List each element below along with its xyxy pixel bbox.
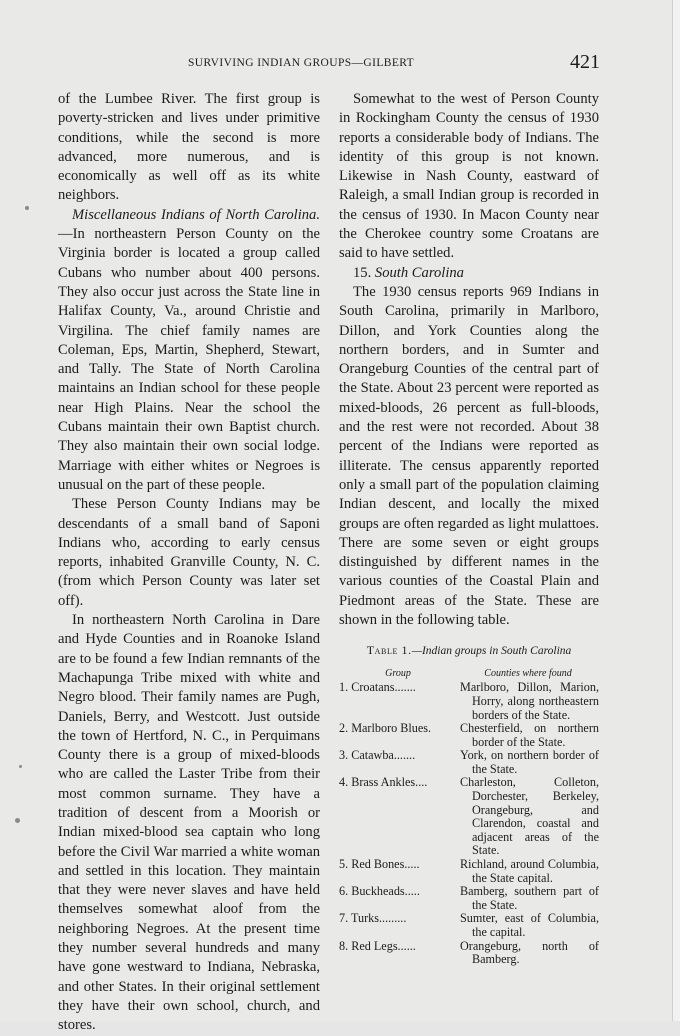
table-title: —Indian groups in South Carolina: [411, 645, 572, 658]
page-edge: [673, 0, 680, 1021]
table-row: [339, 722, 599, 749]
section-number: 15.: [353, 264, 372, 281]
margin-mark: [15, 818, 20, 823]
paragraph: The 1930 census reports 969 Indians in South Carolina, primarily in Marlboro, Dillon, and York Counties along the northern borders, and in Sumter and Orangeburg Counties of the central part of the State. About 23 percent were reported as mixed-bloods, 26 percent as full-bloods, and the rest were not recorded. About 38 percent of the Indians were reported as illiterate. The census apparently reported only a small part of the population claiming Indian descent, and locally the mixed groups are often regarded as light mulattoes. There are some seven or eight groups distinguished by different names in the various counties of the Coastal Plain and Piedmont areas of the State. These are shown in the following table.: [339, 283, 599, 629]
section-heading: [339, 264, 599, 283]
misc-paragraph: [58, 206, 320, 495]
group-cell: 2. Marlboro Blues.: [339, 722, 432, 736]
table-row: [339, 776, 599, 858]
table-row: [339, 858, 599, 885]
margin-mark: [25, 206, 29, 210]
counties-cell: Chesterfield, on northern border of the State.: [460, 721, 599, 749]
counties-cell: Charleston, Colleton, Dorchester, Berkeley, Orangeburg, and Clarendon, coastal and adjacent areas of the State.: [460, 775, 599, 858]
running-head: [60, 51, 600, 77]
table-row: [339, 885, 599, 912]
misc-heading: Miscellaneous Indians of North Carolina.: [72, 206, 320, 223]
group-cell: 7. Turks.........: [339, 912, 407, 926]
paragraph: of the Lumbee River. The first group is poverty-stricken and lives under primitive conditions, while the second is more advanced, more numerous, and is economically as well off as its white neighbors.: [58, 91, 320, 204]
group-cell: 6. Buckheads.....: [339, 885, 420, 899]
section-title: South Carolina: [374, 264, 464, 281]
table-header: [339, 667, 599, 680]
left-column: [58, 90, 320, 1036]
column-header-counties: Counties where found: [484, 668, 572, 680]
page-number: 421: [570, 51, 600, 73]
paragraph: These Person County Indians may be descendants of a small band of Saponi Indians who, according to early census reports, inhabited Granville County, N. C. (from which Person County was later set off).: [58, 496, 320, 609]
group-cell: 8. Red Legs......: [339, 939, 416, 953]
group-cell: 3. Catawba.......: [339, 749, 416, 763]
table-row: [339, 912, 599, 939]
counties-cell: Sumter, east of Columbia, the capital.: [460, 911, 599, 939]
column-header-group: Group: [385, 668, 411, 680]
group-cell: 1. Croatans.......: [339, 681, 416, 695]
margin-mark: [19, 765, 22, 768]
table-row: [339, 940, 599, 967]
table-row: [339, 749, 599, 776]
counties-cell: Richland, around Columbia, the State capital.: [460, 857, 599, 885]
counties-cell: York, on northern border of the State.: [460, 748, 599, 776]
paragraph: In northeastern North Carolina in Dare and Hyde Counties and in Roanoke Island are to be found a few Indian remnants of the Machapunga Tribe mixed with white and Negro blood. Their family names are Pugh, Daniels, Berry, and Westcott. Just outside the town of Hertford, N. C., in Perquimans County there is a group of mixed-bloods who are called the Laster Tribe from their most common surname. They have a tradition of descent from a Moorish or Indian mixed-blood sea captain who long before the Civil War married a white woman and settled in this location. They maintain that they were never slaves and have held themselves somewhat aloof from the neighboring Negroes. At the present time they number several hundreds and many have gone westward to Indiana, Nebraska, and other States. In their original settlement they have their own school, church, and stores.: [58, 612, 320, 1034]
group-cell: 4. Brass Ankles....: [339, 776, 428, 790]
running-title: SURVIVING INDIAN GROUPS—GILBERT: [188, 57, 415, 69]
right-column: [339, 90, 599, 967]
group-cell: 5. Red Bones.....: [339, 858, 420, 872]
groups-table: [339, 681, 599, 966]
table-label: Table 1.: [366, 643, 412, 658]
table-caption: [339, 642, 599, 659]
misc-text: —In northeastern Person County on the Virginia border is located a group called Cubans who number about 400 persons. They also occur just across the State line in Halifax County, Va., around Christie and Virgilina. The chief family names are Coleman, Eps, Martin, Shepherd, Stewart, and Tally. The State of North Carolina maintains an Indian school for these people near High Plains. Near the school the Cubans maintain their own Baptist church. They also maintain their own social lodge. Marriage with either whites or Negroes is unusual on the part of these people.: [58, 226, 320, 493]
counties-cell: Bamberg, southern part of the State.: [460, 884, 599, 912]
counties-cell: Marlboro, Dillon, Marion, Horry, along northeastern borders of the State.: [460, 680, 599, 722]
paragraph: Somewhat to the west of Person County in Rockingham County the census of 1930 reports a considerable body of Indians. The identity of this group is not known. Likewise in Nash County, eastward of Raleigh, a small Indian group is recorded in the census of 1930. In Macon County near the Cherokee country some Croatans are said to have settled.: [339, 91, 599, 262]
table-row: [339, 681, 599, 722]
counties-cell: Orangeburg, north of Bamberg.: [460, 938, 599, 967]
